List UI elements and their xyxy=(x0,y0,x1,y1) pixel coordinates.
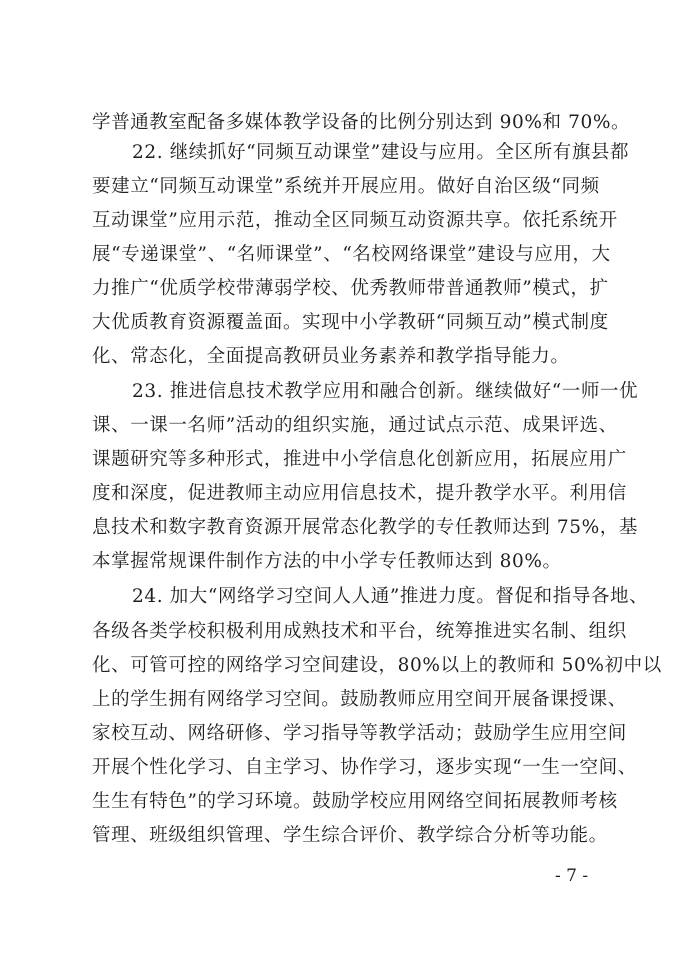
text-line: 度和深度，促进教师主动应用信息技术，提升教学水平。利用信 xyxy=(92,483,627,504)
text-line: 生生有特色”的学习环境。鼓励学校应用网络空间拓展教师考核 xyxy=(92,791,618,812)
text-line: 展“专递课堂”、“名师课堂”、“名校网络课堂”建设与应用，大 xyxy=(92,244,611,265)
text-line: 各级各类学校积极利用成熟技术和平台，统筹推进实名制、组织 xyxy=(92,621,627,642)
text-line: 上的学生拥有网络学习空间。鼓励教师应用空间开展备课授课、 xyxy=(92,689,627,710)
text-line: 化、可管可控的网络学习空间建设，80%以上的教师和 50%初中以 xyxy=(92,655,662,676)
text-line: 本掌握常规课件制作方法的中小学专任教师达到 80%。 xyxy=(92,551,562,572)
paragraph-23-heading: 23. 推进信息技术教学应用和融合创新。继续做好“一师一优 xyxy=(132,381,639,402)
paragraph-24-heading: 24. 加大“网络学习空间人人通”推进力度。督促和指导各地、 xyxy=(132,586,649,607)
text-line: 大优质教育资源覆盖面。实现中小学教研“同频互动”模式制度 xyxy=(92,312,609,333)
text-line: 力推广“优质学校带薄弱学校、优秀教师带普通教师”模式，扩 xyxy=(92,278,609,299)
text-line: 课、一课一名师”活动的组织实施，通过试点示范、成果评选、 xyxy=(92,415,618,436)
text-line: 息技术和数字教育资源开展常态化教学的专任教师达到 75%，基 xyxy=(92,517,639,538)
paragraph-22-heading: 22. 继续抓好“同频互动课堂”建设与应用。全区所有旗县都 xyxy=(132,142,630,163)
page-number: - 7 - xyxy=(555,866,589,886)
text-line: 学普通教室配备多媒体教学设备的比例分别达到 90%和 70%。 xyxy=(92,112,631,133)
text-line: 化、常态化，全面提高教研员业务素养和教学指导能力。 xyxy=(92,346,570,367)
text-line: 要建立“同频互动课堂”系统并开展应用。做好自治区级“同频 xyxy=(92,176,600,197)
text-line: 开展个性化学习、自主学习、协作学习，逐步实现“一生一空间、 xyxy=(92,757,637,778)
text-line: 管理、班级组织管理、学生综合评价、教学综合分析等功能。 xyxy=(92,825,608,846)
text-line: 互动课堂”应用示范，推动全区同频互动资源共享。依托系统开 xyxy=(92,210,618,231)
text-line: 家校互动、网络研修、学习指导等教学活动；鼓励学生应用空间 xyxy=(92,723,627,744)
text-line: 课题研究等多种形式，推进中小学信息化创新应用，拓展应用广 xyxy=(92,449,627,470)
